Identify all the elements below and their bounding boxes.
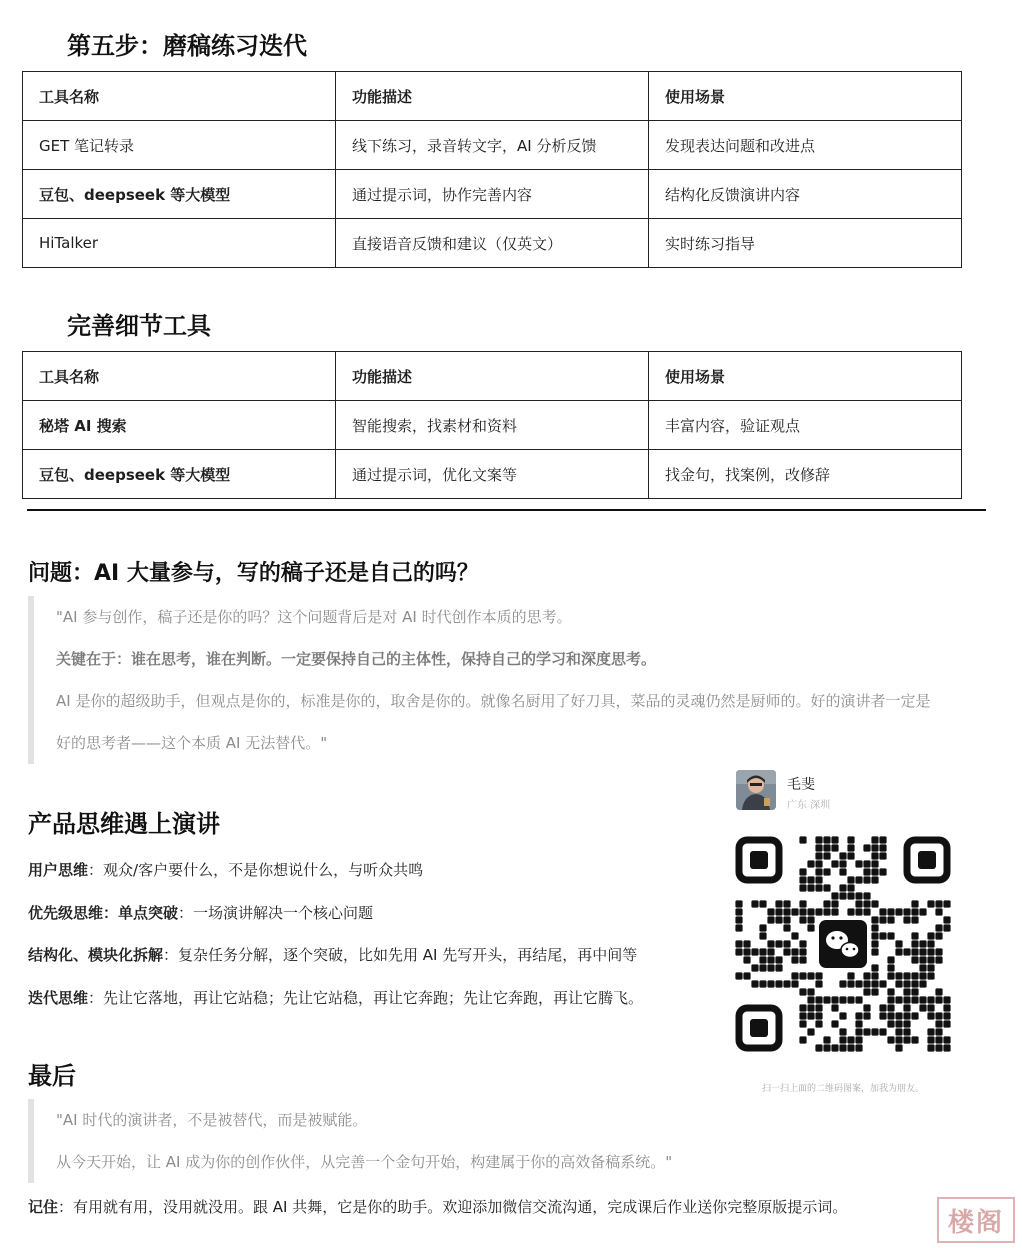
table-cell: 豆包、deepseek 等大模型: [23, 450, 336, 499]
table-cell: 找金句，找案例，改修辞: [649, 450, 962, 499]
question-quote: [28, 596, 1016, 764]
table-cell: 实时练习指导: [649, 219, 962, 268]
table-cell: 秘塔 AI 搜索: [23, 401, 336, 450]
item-label: 优先级思维：单点突破: [28, 904, 179, 922]
quote-line: "AI 时代的演讲者，不是被替代，而是被赋能。: [56, 1111, 368, 1129]
step5-table: [22, 71, 962, 268]
item-label: 结构化、模块化拆解: [28, 946, 164, 964]
horizontal-divider: [27, 509, 986, 511]
qr-caption: 扫一扫上面的二维码图案，加我为朋友。: [761, 1084, 924, 1094]
section-title-detail-tools: 完善细节工具: [67, 312, 211, 340]
item-text: ：先让它落地，再让它站稳；先让它站稳，再让它奔跑；先让它奔跑，再让它腾飞。: [88, 989, 644, 1007]
profile-name: 毛斐: [787, 777, 815, 793]
quote-line: 关键在于：谁在思考，谁在判断。一定要保持自己的主体性，保持自己的学习和深度思考。: [56, 650, 657, 668]
avatar: [736, 770, 776, 810]
quote-line: "AI 参与创作，稿子还是你的吗？这个问题背后是对 AI 时代创作本质的思考。: [56, 608, 572, 626]
product-item: [28, 944, 637, 965]
table-cell: 通过提示词，协作完善内容: [336, 170, 649, 219]
item-text: ：观众/客户要什么，不是你想说什么，与听众共鸣: [88, 861, 424, 879]
table-cell: 丰富内容，验证观点: [649, 401, 962, 450]
item-text: ：一场演讲解决一个核心问题: [178, 904, 374, 922]
profile-location: 广东 深圳: [787, 800, 831, 811]
item-text: ：复杂任务分解，逐个突破，比如先用 AI 先写开头，再结尾，再中间等: [163, 946, 638, 964]
table-header-cell: 使用场景: [649, 72, 962, 121]
table-row: [23, 170, 962, 219]
product-item: [28, 859, 423, 880]
final-title: 最后: [28, 1062, 76, 1090]
table-cell: 线下练习，录音转文字，AI 分析反馈: [336, 121, 649, 170]
product-title: 产品思维遇上演讲: [28, 810, 220, 838]
table-row: [23, 219, 962, 268]
product-item: [28, 987, 643, 1008]
table-cell: 豆包、deepseek 等大模型: [23, 170, 336, 219]
final-note: [28, 1196, 847, 1217]
note-text: ：有用就有用，没用就没用。跟 AI 共舞，它是你的助手。欢迎添加微信交流沟通，完成课后作业送你完整原版提示词。: [58, 1198, 848, 1216]
section-title-step5: 第五步：磨稿练习迭代: [67, 32, 307, 60]
table-cell: GET 笔记转录: [23, 121, 336, 170]
table-cell: 智能搜索，找素材和资料: [336, 401, 649, 450]
table-row: [23, 401, 962, 450]
table-header-cell: 使用场景: [649, 352, 962, 401]
table-header-row: [23, 72, 962, 121]
question-title: 问题：AI 大量参与，写的稿子还是自己的吗？: [28, 561, 479, 586]
detail-tools-table: [22, 351, 962, 499]
table-header-cell: 功能描述: [336, 352, 649, 401]
table-cell: 通过提示词，优化文案等: [336, 450, 649, 499]
item-label: 迭代思维: [28, 989, 89, 1007]
table-header-cell: 工具名称: [23, 352, 336, 401]
product-item: [28, 902, 373, 923]
table-header-cell: 功能描述: [336, 72, 649, 121]
quote-line: AI 是你的超级助手，但观点是你的，标准是你的，取舍是你的。就像名厨用了好刀具，菜品的灵魂仍然是厨师的。好的演讲者一定是: [56, 692, 931, 710]
table-row: [23, 450, 962, 499]
qr-code: [735, 836, 951, 1052]
item-label: 用户思维: [28, 861, 89, 879]
quote-line: 从今天开始，让 AI 成为你的创作伙伴，从完善一个金句开始，构建属于你的高效备稿系统。": [56, 1153, 673, 1171]
table-cell: 发现表达问题和改进点: [649, 121, 962, 170]
final-quote: [28, 1099, 776, 1183]
quote-line: 好的思考者——这个本质 AI 无法替代。": [56, 734, 328, 752]
table-cell: 直接语音反馈和建议（仅英文）: [336, 219, 649, 268]
table-cell: 结构化反馈演讲内容: [649, 170, 962, 219]
table-cell: HiTalker: [23, 219, 336, 268]
table-row: [23, 121, 962, 170]
seal-stamp: 楼阁: [937, 1197, 1015, 1243]
table-header-cell: 工具名称: [23, 72, 336, 121]
table-header-row: [23, 352, 962, 401]
note-label: 记住: [28, 1198, 59, 1216]
